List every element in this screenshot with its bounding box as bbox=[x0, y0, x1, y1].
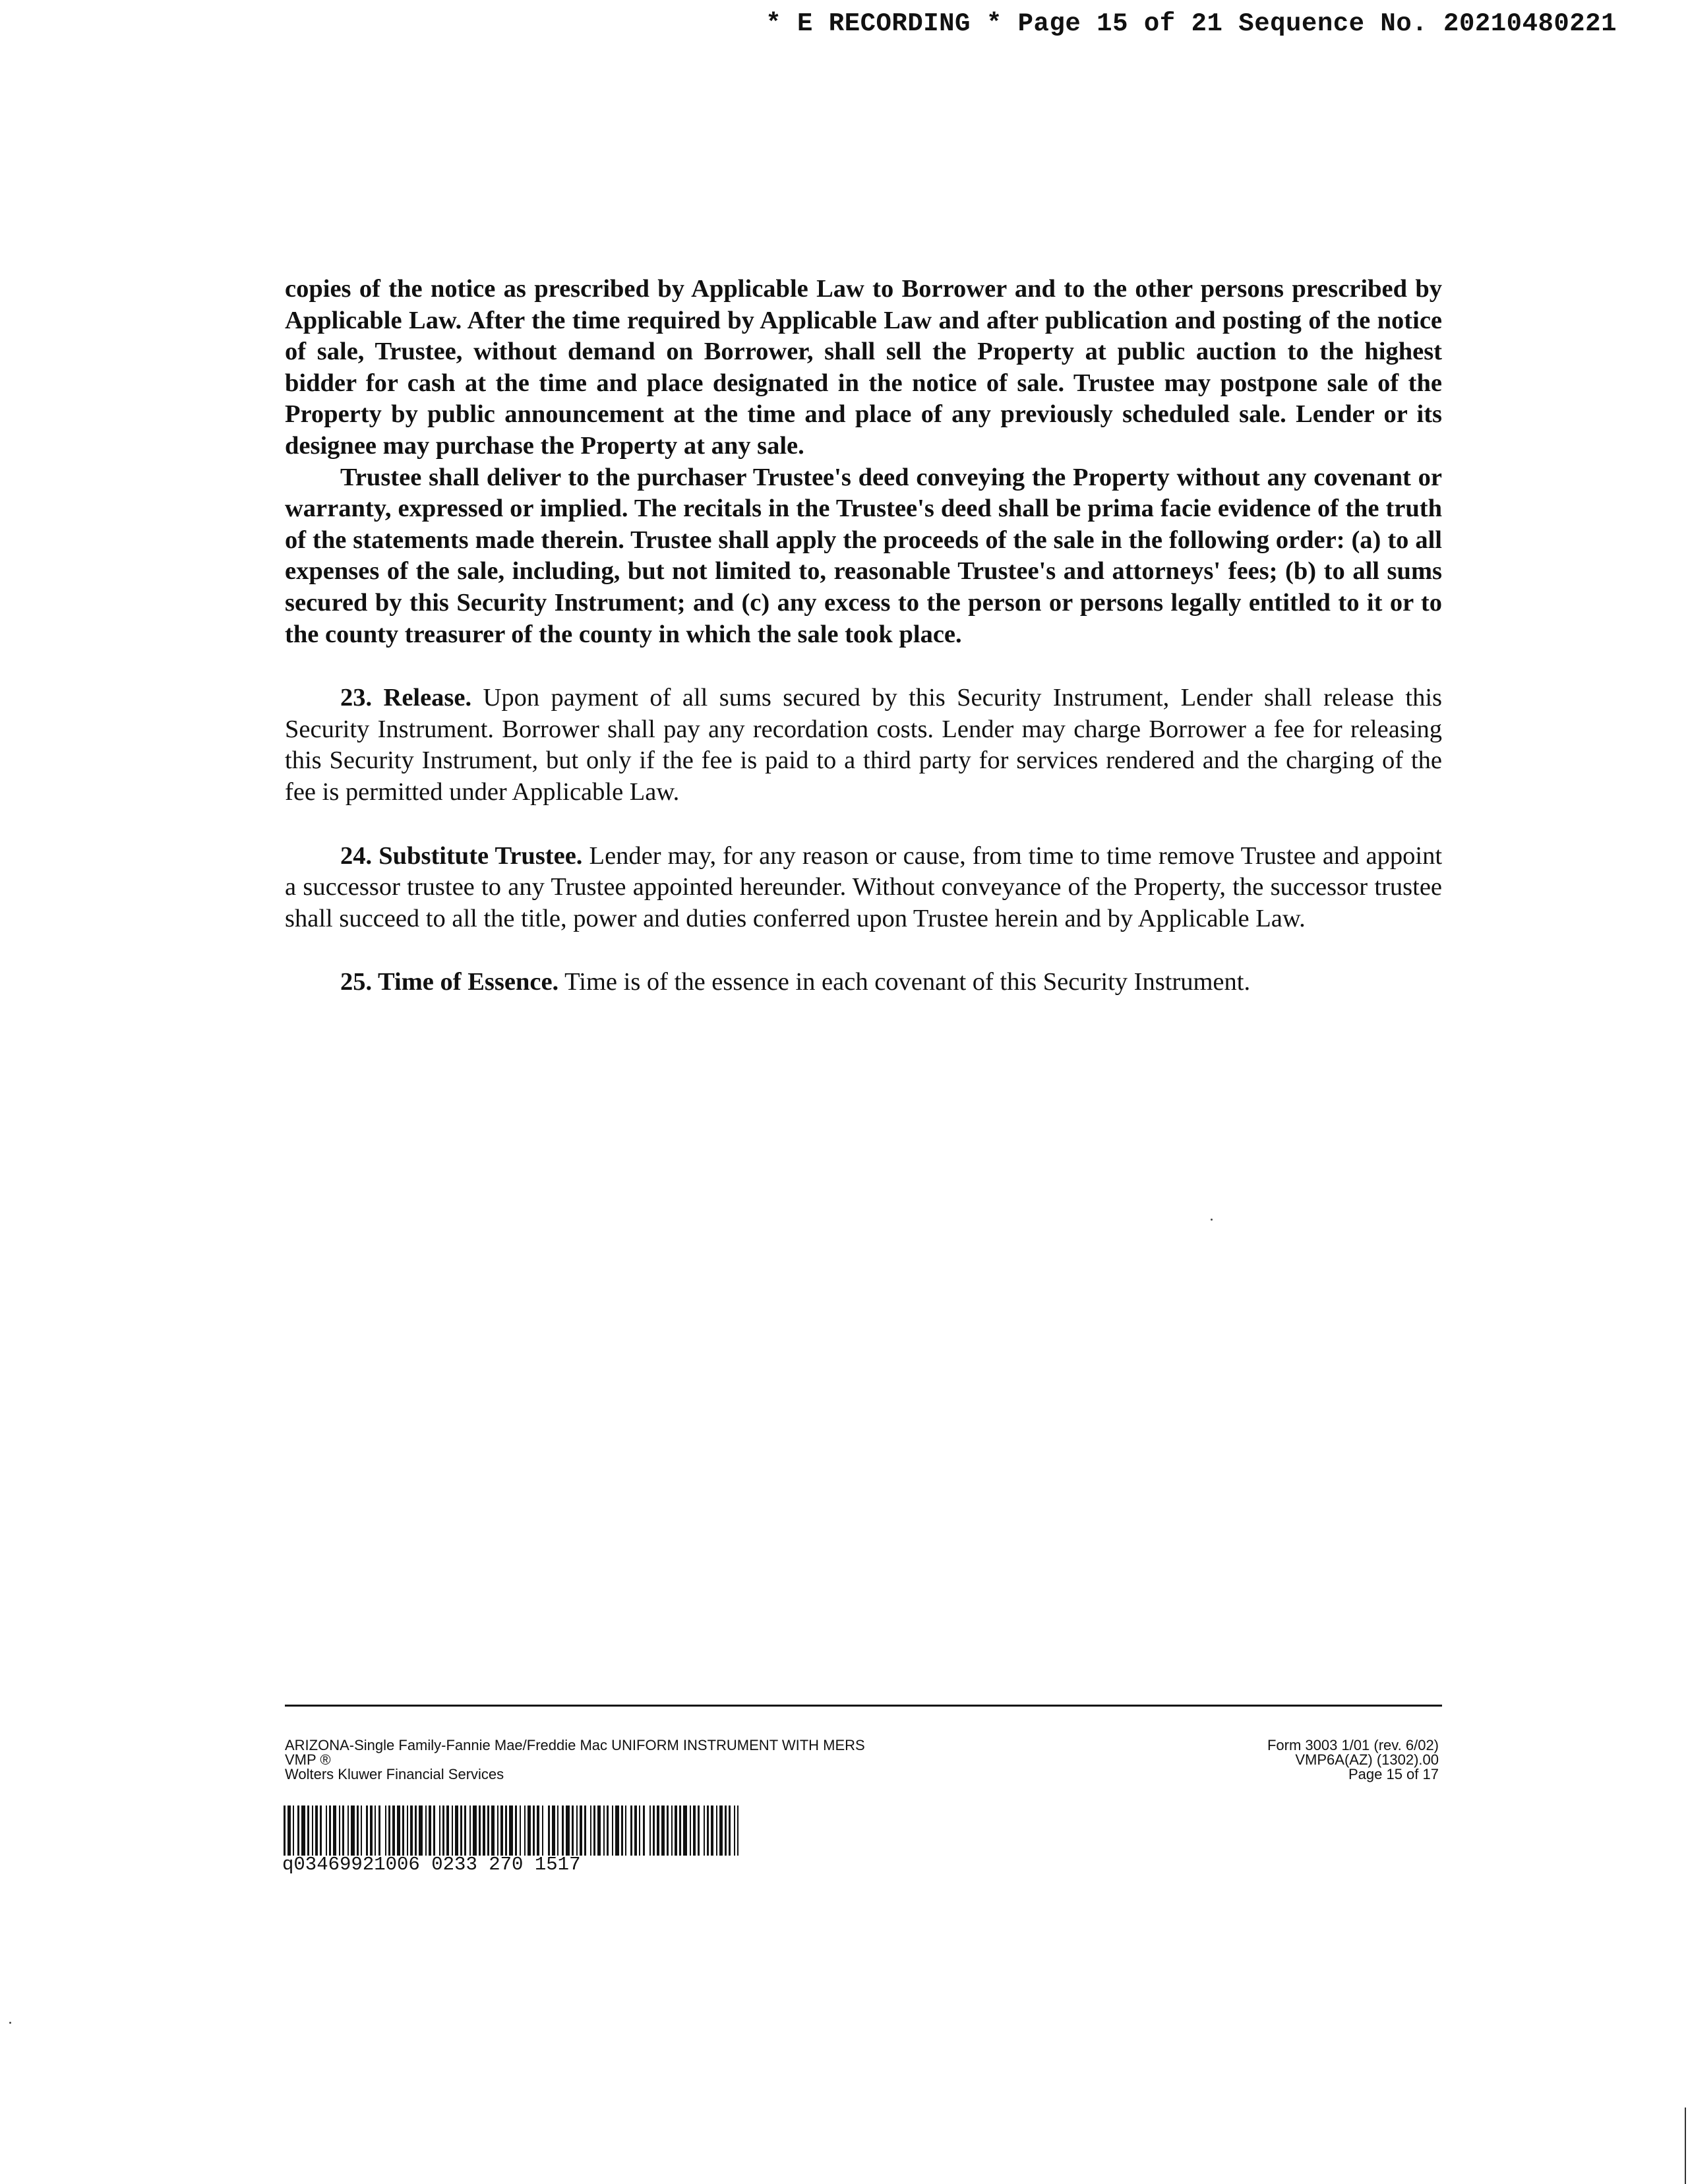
section-24-heading: 24. Substitute Trustee. bbox=[340, 841, 583, 870]
barcode-bar bbox=[524, 1805, 526, 1856]
barcode-bar bbox=[333, 1805, 336, 1856]
barcode-bar bbox=[639, 1805, 640, 1856]
barcode-bar bbox=[557, 1805, 558, 1856]
barcode-bar bbox=[464, 1805, 466, 1856]
barcode-bar bbox=[580, 1805, 582, 1856]
barcode-bar bbox=[500, 1805, 503, 1856]
barcode-bar bbox=[293, 1805, 294, 1856]
barcode-bar bbox=[320, 1805, 322, 1856]
barcode-bar bbox=[361, 1805, 362, 1856]
barcode-bar bbox=[385, 1805, 386, 1856]
barcode-bar bbox=[419, 1805, 423, 1856]
barcode-bar bbox=[698, 1805, 700, 1856]
barcode-bar bbox=[679, 1805, 681, 1856]
barcode-bar bbox=[378, 1805, 380, 1856]
barcode-bar bbox=[707, 1805, 709, 1856]
barcode-bar bbox=[515, 1805, 517, 1856]
barcode-bar bbox=[552, 1805, 555, 1856]
barcode-bar bbox=[737, 1805, 738, 1856]
barcode-bar bbox=[612, 1805, 613, 1856]
barcode-bar bbox=[287, 1805, 291, 1856]
barcode-bar bbox=[607, 1805, 609, 1856]
footer-divider bbox=[285, 1705, 1442, 1707]
barcode-bar bbox=[326, 1805, 327, 1856]
barcode-bar bbox=[625, 1805, 626, 1856]
barcode-bar bbox=[307, 1805, 309, 1856]
section-25-text: Time is of the essence in each covenant of this Security Instrument. bbox=[564, 968, 1251, 996]
barcode-bar bbox=[603, 1805, 605, 1856]
barcode-bar bbox=[392, 1805, 395, 1856]
barcode-bar bbox=[425, 1805, 427, 1856]
barcode-bar bbox=[657, 1805, 659, 1856]
barcode-bar bbox=[375, 1805, 376, 1856]
barcode-bar bbox=[615, 1805, 619, 1856]
barcode bbox=[284, 1805, 738, 1856]
barcode-bar bbox=[716, 1805, 717, 1856]
barcode-bar bbox=[528, 1805, 531, 1856]
section-23-heading: 23. Release. bbox=[340, 684, 472, 712]
barcode-bar bbox=[370, 1805, 373, 1856]
paragraph-trustee-deed: Trustee shall deliver to the purchaser Trustee's deed conveying the Property without any covenant or warranty, expressed or implied. The recitals in the Trustee's deed shall be prima facie evidence of the truth of the statements made therein. Trustee shall apply the proceeds of the sale in the following order: (a) to all expenses of the sale, including, but not limited to, reasonable Trustee's and attorneys' fees; (b) to all sums secured by this Security Instrument; and (c) any excess to the person or persons legally entitled to it or to the county treasurer of the county in which the sale took place. bbox=[285, 463, 1442, 648]
section-25-time-of-essence bbox=[285, 967, 1442, 998]
barcode-bar bbox=[661, 1805, 665, 1856]
barcode-bar bbox=[446, 1805, 449, 1856]
barcode-bar bbox=[572, 1805, 574, 1856]
document-body bbox=[285, 274, 1442, 998]
footer-form-number bbox=[1267, 1738, 1439, 1782]
footer-vmp-code: VMP6A(AZ) (1302).00 bbox=[1295, 1751, 1439, 1768]
barcode-bar bbox=[704, 1805, 705, 1856]
paragraph-notice-of-sale: copies of the notice as prescribed by Applicable Law to Borrower and to the other persons prescribed by Applicable Law. After the time required by Applicable Law and after publication and posting of the notice of sale, Trustee, without demand on Borrower, shall sell the Property at public auction to the highest bidder for cash at the time and place designated in the notice of sale. Trustee may postpone sale of the Property by public announcement at the time and place of any previously scheduled sale. Lender or its designee may purchase the Property at any sale. bbox=[285, 275, 1442, 460]
barcode-bar bbox=[284, 1805, 286, 1856]
footer-form-id: Form 3003 1/01 (rev. 6/02) bbox=[1267, 1737, 1439, 1753]
barcode-bar bbox=[497, 1805, 498, 1856]
barcode-bar bbox=[634, 1805, 637, 1856]
barcode-bar bbox=[675, 1805, 677, 1856]
barcode-bar bbox=[537, 1805, 539, 1856]
barcode-number: q03469921006 0233 270 1517 bbox=[282, 1854, 581, 1875]
section-23-text: Upon payment of all sums secured by this Security Instrument, Lender shall release this Security Instrument. Borrower shall pay any recordation costs. Lender may charge Borrower a fee for releasing this Security Instrument, but only if the fee is paid to a third party for services rendered and the charging of the fee is permitted under Applicable Law. bbox=[285, 684, 1443, 806]
barcode-bar bbox=[402, 1805, 404, 1856]
scan-speck bbox=[9, 2022, 11, 2024]
barcode-bar bbox=[491, 1805, 495, 1856]
barcode-bar bbox=[347, 1805, 349, 1856]
barcode-bar bbox=[329, 1805, 331, 1856]
barcode-bar bbox=[533, 1805, 535, 1856]
section-25-heading: 25. Time of Essence. bbox=[340, 968, 559, 996]
barcode-bar bbox=[542, 1805, 543, 1856]
barcode-bar bbox=[439, 1805, 440, 1856]
footer-page-number: Page 15 of 17 bbox=[1348, 1766, 1439, 1782]
section-24-text: Lender may, for any reason or cause, from time to time remove Trustee and appoint a successor trustee to any Trustee appointed hereunder. Without conveyance of the Property, the successor trustee shall succeed to all the title, power and duties conferred upon Trustee herein and by Applicable Law. bbox=[285, 841, 1443, 932]
barcode-bar bbox=[653, 1805, 655, 1856]
barcode-bar bbox=[693, 1805, 696, 1856]
barcode-bar bbox=[339, 1805, 340, 1856]
barcode-bar bbox=[643, 1805, 645, 1856]
barcode-bar bbox=[388, 1805, 390, 1856]
footer-vmp: VMP ® bbox=[285, 1751, 331, 1768]
barcode-bar bbox=[301, 1805, 305, 1856]
barcode-bar bbox=[520, 1805, 521, 1856]
barcode-bar bbox=[590, 1805, 591, 1856]
barcode-bar bbox=[505, 1805, 507, 1856]
barcode-bar bbox=[649, 1805, 651, 1856]
barcode-bar bbox=[621, 1805, 623, 1856]
barcode-bar bbox=[460, 1805, 462, 1856]
barcode-bar bbox=[312, 1805, 313, 1856]
barcode-bar bbox=[671, 1805, 673, 1856]
barcode-bar bbox=[315, 1805, 318, 1856]
barcode-bar bbox=[719, 1805, 723, 1856]
barcode-bar bbox=[576, 1805, 578, 1856]
barcode-bar bbox=[711, 1805, 713, 1856]
footer-form-title bbox=[285, 1738, 865, 1782]
barcode-bar bbox=[548, 1805, 550, 1856]
footer-publisher: Wolters Kluwer Financial Services bbox=[285, 1766, 504, 1782]
barcode-bar bbox=[342, 1805, 344, 1856]
barcode-bar bbox=[351, 1805, 355, 1856]
barcode-bar bbox=[725, 1805, 727, 1856]
barcode-bar bbox=[566, 1805, 570, 1856]
barcode-bar bbox=[442, 1805, 444, 1856]
section-24-substitute-trustee bbox=[285, 841, 1442, 935]
barcode-bar bbox=[667, 1805, 669, 1856]
barcode-bar bbox=[473, 1805, 477, 1856]
barcode-bar bbox=[455, 1805, 458, 1856]
barcode-bar bbox=[357, 1805, 359, 1856]
barcode-bar bbox=[397, 1805, 400, 1856]
barcode-bar bbox=[452, 1805, 453, 1856]
barcode-bar bbox=[407, 1805, 408, 1856]
scan-edge-mark bbox=[1685, 2108, 1686, 2184]
barcode-bar bbox=[593, 1805, 595, 1856]
section-23-release bbox=[285, 682, 1442, 808]
barcode-bar bbox=[469, 1805, 471, 1856]
barcode-bar bbox=[483, 1805, 485, 1856]
barcode-bar bbox=[366, 1805, 368, 1856]
barcode-bar bbox=[683, 1805, 687, 1856]
barcode-bar bbox=[509, 1805, 513, 1856]
barcode-bar bbox=[562, 1805, 564, 1856]
recording-header: * E RECORDING * Page 15 of 21 Sequence No. 20210480221 bbox=[766, 9, 1617, 38]
footer-instrument-title: ARIZONA-Single Family-Fannie Mae/Freddie Mac UNIFORM INSTRUMENT WITH MERS bbox=[285, 1737, 865, 1753]
barcode-bar bbox=[584, 1805, 586, 1856]
barcode-bar bbox=[487, 1805, 489, 1856]
barcode-bar bbox=[415, 1805, 417, 1856]
scan-speck bbox=[1211, 1219, 1213, 1221]
barcode-bar bbox=[690, 1805, 691, 1856]
barcode-bar bbox=[734, 1805, 735, 1856]
barcode-bar bbox=[433, 1805, 435, 1856]
barcode-bar bbox=[410, 1805, 413, 1856]
barcode-bar bbox=[630, 1805, 632, 1856]
barcode-bar bbox=[297, 1805, 299, 1856]
barcode-bar bbox=[597, 1805, 601, 1856]
barcode-bar bbox=[479, 1805, 481, 1856]
barcode-bar bbox=[729, 1805, 731, 1856]
barcode-bar bbox=[429, 1805, 431, 1856]
